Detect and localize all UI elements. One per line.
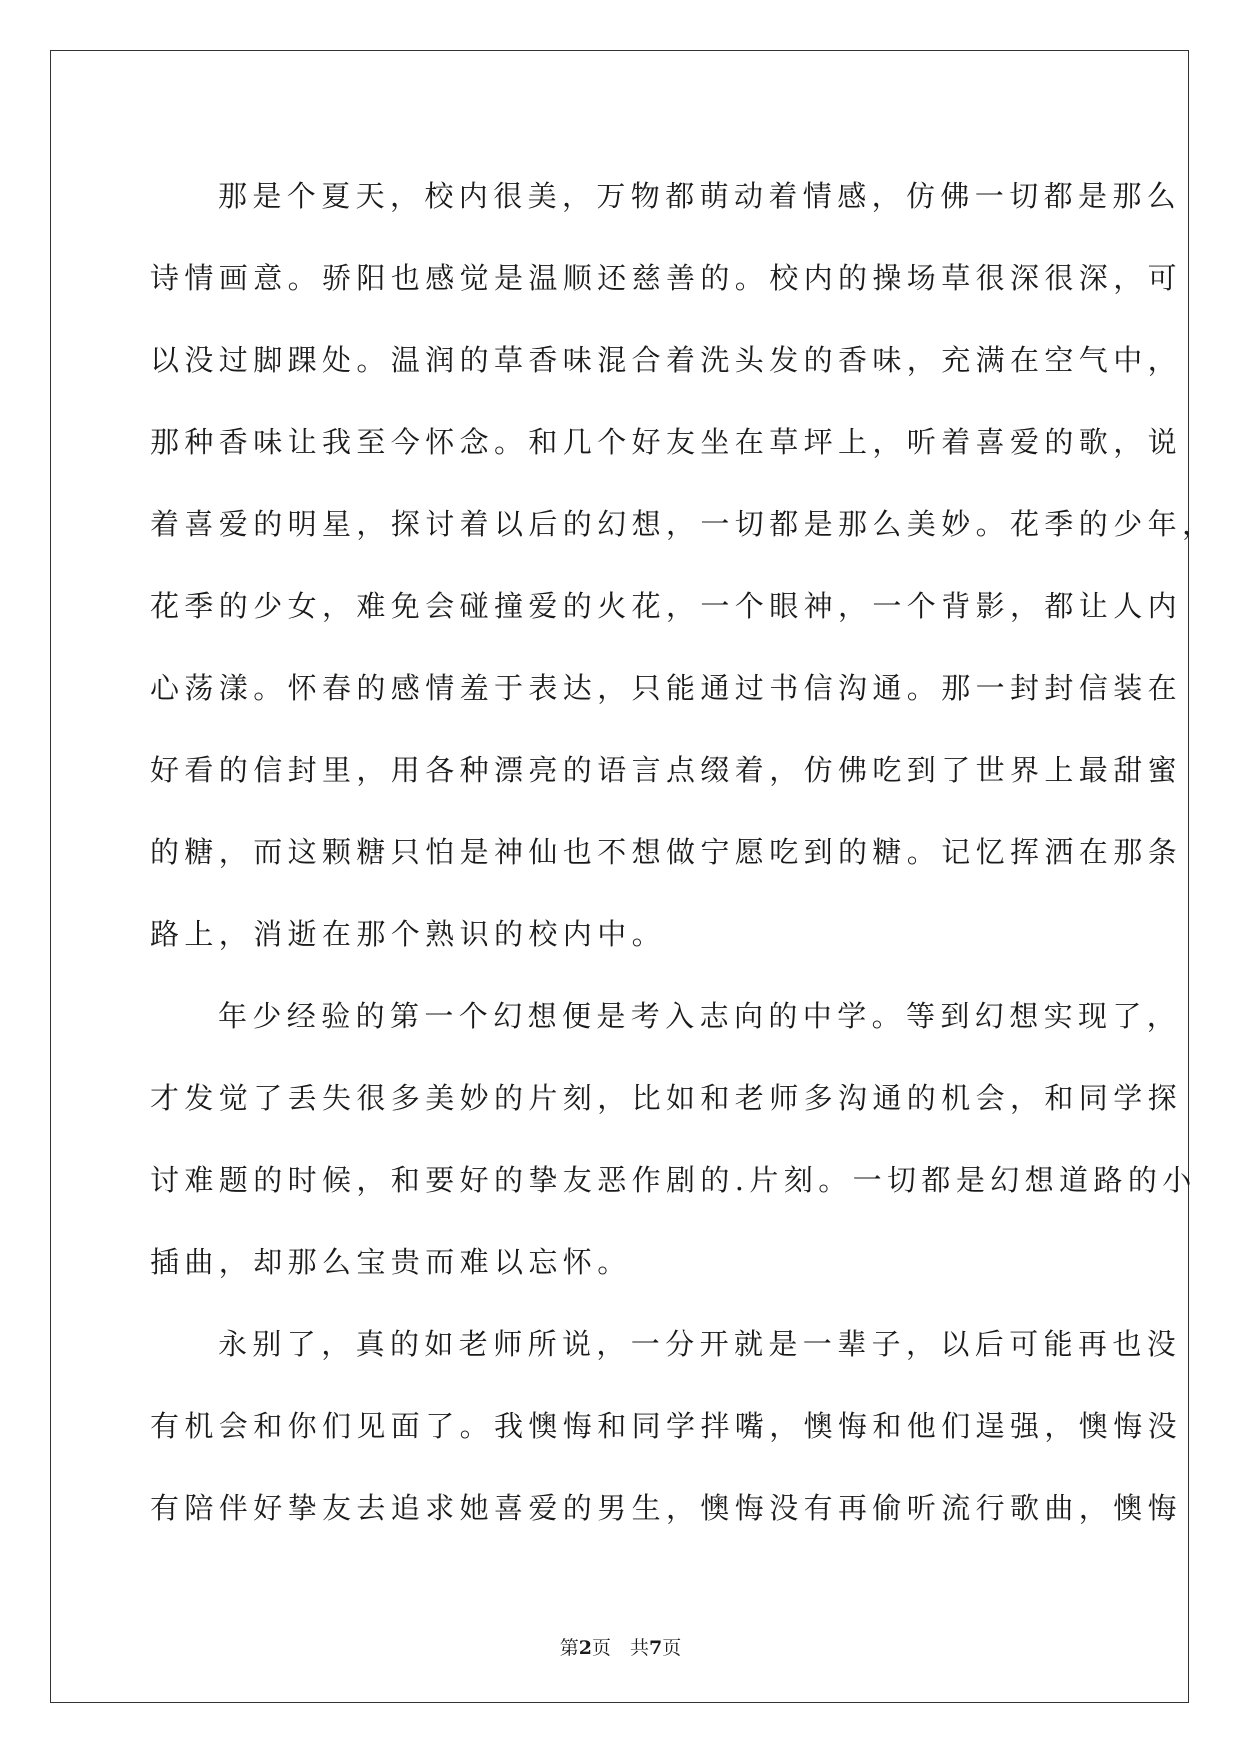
text-line: 插曲，却那么宝贵而难以忘怀。 xyxy=(150,1245,632,1279)
text-line: 有机会和你们见面了。我懊悔和同学拌嘴，懊悔和他们逞强，懊悔没 xyxy=(150,1409,1183,1443)
text-line: 有陪伴好挚友去追求她喜爱的男生，懊悔没有再偷听流行歌曲，懊悔 xyxy=(150,1491,1183,1525)
text-line: 诗情画意。骄阳也感觉是温顺还慈善的。校内的操场草很深很深，可 xyxy=(150,261,1183,295)
paragraph-1 xyxy=(150,155,1217,975)
page-footer xyxy=(0,1633,1241,1660)
text-line: 以没过脚踝处。温润的草香味混合着洗头发的香味，充满在空气中， xyxy=(150,343,1183,377)
text-line: 讨难题的时候，和要好的挚友恶作剧的.片刻。一切都是幻想道路的小 xyxy=(150,1163,1197,1197)
page-number-current: 2 xyxy=(578,1637,592,1659)
text-line: 年少经验的第一个幻想便是考入志向的中学。等到幻想实现了， xyxy=(218,999,1182,1033)
page-number-prefix: 第 xyxy=(559,1637,579,1659)
text-line: 着喜爱的明星，探讨着以后的幻想，一切都是那么美妙。花季的少年， xyxy=(150,507,1217,541)
text-line: 那种香味让我至今怀念。和几个好友坐在草坪上，听着喜爱的歌，说 xyxy=(150,425,1183,459)
text-line: 心荡漾。怀春的感情羞于表达，只能通过书信沟通。那一封封信装在 xyxy=(150,671,1183,705)
document-body xyxy=(150,155,1217,1549)
page-number-total: 7 xyxy=(649,1637,663,1659)
text-line: 永别了，真的如老师所说，一分开就是一辈子，以后可能再也没 xyxy=(218,1327,1182,1361)
text-line: 才发觉了丢失很多美妙的片刻，比如和老师多沟通的机会，和同学探 xyxy=(150,1081,1183,1115)
page-number-suffix: 页 xyxy=(662,1637,682,1659)
text-line: 好看的信封里，用各种漂亮的语言点缀着，仿佛吃到了世界上最甜蜜 xyxy=(150,753,1183,787)
text-line: 的糖，而这颗糖只怕是神仙也不想做宁愿吃到的糖。记忆挥洒在那条 xyxy=(150,835,1183,869)
page-number-mid: 页 共 xyxy=(591,1637,649,1659)
paragraph-3 xyxy=(150,1303,1183,1549)
text-line: 那是个夏天，校内很美，万物都萌动着情感，仿佛一切都是那么 xyxy=(218,179,1182,213)
paragraph-2 xyxy=(150,975,1197,1303)
text-line: 花季的少女，难免会碰撞爱的火花，一个眼神，一个背影，都让人内 xyxy=(150,589,1183,623)
text-line: 路上，消逝在那个熟识的校内中。 xyxy=(150,917,667,951)
